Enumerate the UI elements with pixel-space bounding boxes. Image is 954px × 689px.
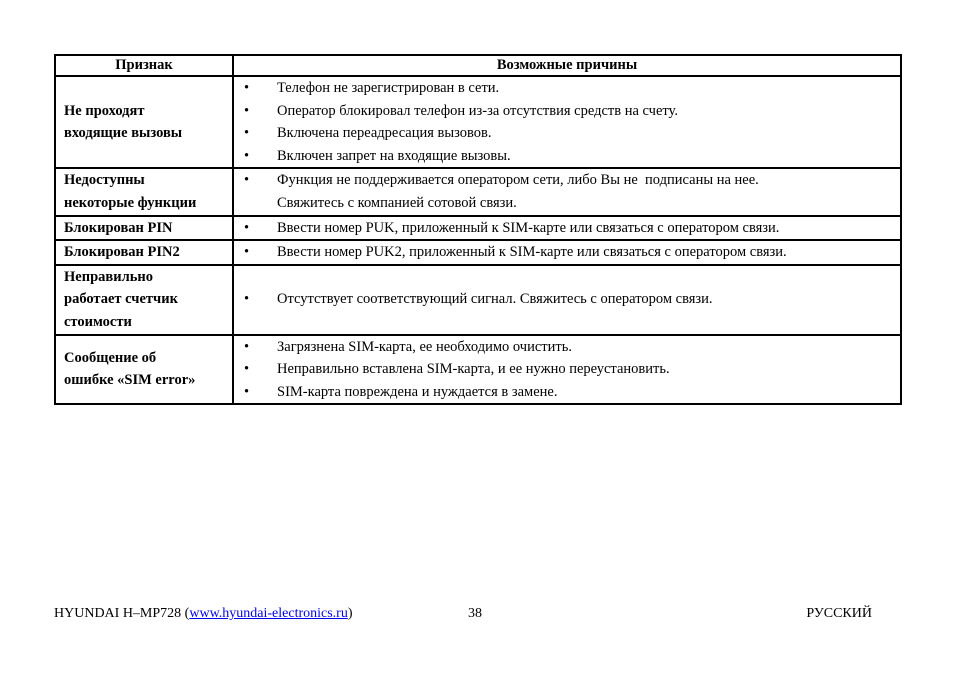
cause-text: SIM-карта повреждена и нуждается в замене. <box>277 383 558 400</box>
bullet-icon: • <box>244 125 250 142</box>
page-number: 38 <box>468 606 482 621</box>
cause-item <box>240 381 900 404</box>
sign-line: работает счетчик <box>64 291 178 308</box>
header-sign: Признак <box>55 55 233 76</box>
sign-line: Блокирован PIN2 <box>64 244 180 261</box>
sign-cell <box>55 240 233 265</box>
header-causes: Возможные причины <box>233 55 901 76</box>
bullet-icon: • <box>244 244 250 261</box>
cause-text: Телефон не зарегистрирован в сети. <box>277 80 500 96</box>
table-row <box>55 265 901 335</box>
footer-language: РУССКИЙ <box>806 606 872 621</box>
cause-text: Отсутствует соответствующий сигнал. Свяжитесь с оператором связи. <box>277 291 713 308</box>
bullet-icon: • <box>244 383 250 400</box>
cause-text: Неправильно вставлена SIM-карта, и ее нужно переустановить. <box>277 361 670 378</box>
bullet-icon: • <box>244 219 250 236</box>
cause-text: Включена переадресация вызовов. <box>277 125 492 142</box>
troubleshooting-table <box>54 54 902 405</box>
footer-model <box>54 604 353 624</box>
sign-line: Неправильно <box>64 268 153 285</box>
causes-cell <box>233 240 901 265</box>
sign-cell <box>55 76 233 168</box>
sign-line: ошибке «SIM error» <box>64 372 196 389</box>
sign-line: стоимости <box>64 313 132 330</box>
cause-item <box>240 241 900 264</box>
causes-cell <box>233 216 901 241</box>
bullet-icon: • <box>244 80 250 96</box>
bullet-icon: • <box>244 338 250 355</box>
cause-item <box>240 358 900 381</box>
causes-cell <box>233 168 901 215</box>
sign-cell <box>55 216 233 241</box>
cause-item <box>240 145 900 168</box>
cause-item <box>240 169 900 192</box>
cause-item <box>240 100 900 123</box>
cause-continuation: Свяжитесь с компанией сотовой связи. <box>277 194 517 211</box>
bullet-icon: • <box>244 102 250 119</box>
cause-text: Ввести номер PUK, приложенный к SIM-карте или связаться с оператором связи. <box>277 219 780 236</box>
cause-item <box>240 77 900 100</box>
causes-cell <box>233 265 901 335</box>
causes-cell <box>233 76 901 168</box>
sign-cell <box>55 265 233 335</box>
table-row <box>55 240 901 265</box>
table-header-row <box>55 55 901 76</box>
sign-cell <box>55 335 233 405</box>
cause-item <box>240 122 900 145</box>
sign-line: входящие вызовы <box>64 125 183 142</box>
table-row <box>55 76 901 168</box>
cause-text: Включен запрет на входящие вызовы. <box>277 147 511 164</box>
table-row <box>55 216 901 241</box>
bullet-icon: • <box>244 147 250 164</box>
bullet-icon: • <box>244 291 250 308</box>
cause-item <box>240 217 900 240</box>
causes-cell <box>233 335 901 405</box>
footer-model-text: HYUNDAI H–MP728 ( <box>54 606 190 621</box>
bullet-icon: • <box>244 361 250 378</box>
table-row <box>55 335 901 405</box>
cause-item <box>240 336 900 359</box>
sign-line: Недоступны <box>64 172 145 189</box>
sign-line: Сообщение об <box>64 349 157 366</box>
sign-line: некоторые функции <box>64 194 197 211</box>
cause-text: Загрязнена SIM-карта, ее необходимо очистить. <box>277 338 572 355</box>
footer-model-suffix: ) <box>347 606 353 621</box>
bullet-icon: • <box>244 172 250 189</box>
sign-line: Не проходят <box>64 102 145 119</box>
cause-text: Функция не поддерживается оператором сети, либо Вы не подписаны на нее. <box>277 172 759 189</box>
website-link[interactable]: www.hyundai-electronics.ru <box>189 606 348 621</box>
table-row <box>55 168 901 215</box>
sign-cell <box>55 168 233 215</box>
cause-text: Ввести номер PUK2, приложенный к SIM-карте или связаться с оператором связи. <box>277 244 787 261</box>
sign-line: Блокирован PIN <box>64 219 173 236</box>
cause-text: Оператор блокировал телефон из-за отсутствия средств на счету. <box>277 102 678 119</box>
cause-item <box>240 288 900 311</box>
